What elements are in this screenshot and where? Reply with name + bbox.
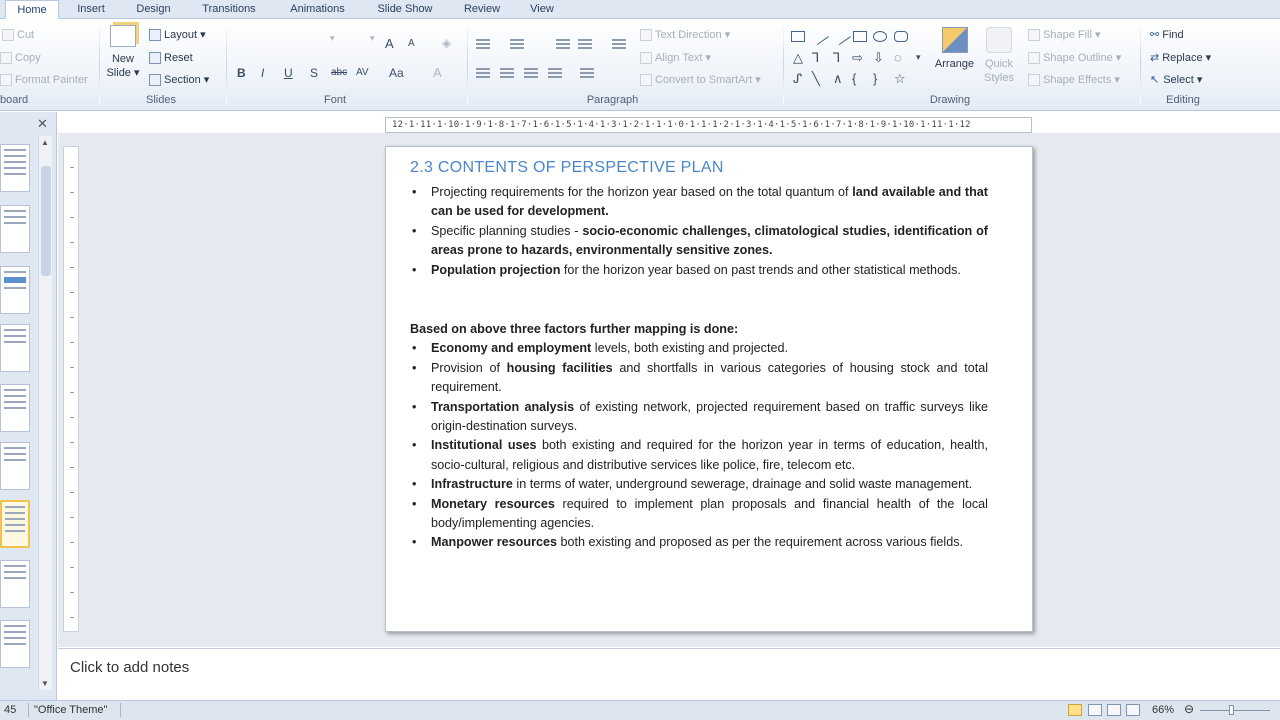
format-painter-button[interactable] xyxy=(0,73,88,87)
layout-label: Layout xyxy=(164,29,198,41)
zoom-level[interactable]: 66% xyxy=(1152,704,1175,716)
clipboard-group-label: board xyxy=(0,94,29,106)
tab-slide-show[interactable]: Slide Show xyxy=(377,3,433,15)
section-icon xyxy=(149,74,161,86)
bullet-item: • Institutional uses both existing and required for the horizon year in terms of education, health, socio-cultural, religious and distributive services like police, fire, telecom etc. xyxy=(410,436,988,475)
ribbon xyxy=(0,19,1280,111)
slide-thumbnail-selected[interactable] xyxy=(0,500,30,548)
section-label: Section xyxy=(164,74,201,86)
slide-thumbnail[interactable] xyxy=(0,384,30,432)
paintbrush-icon xyxy=(0,74,12,86)
scroll-up-icon[interactable]: ▲ xyxy=(41,138,49,147)
layout-button[interactable]: Layout ▾ xyxy=(149,28,206,42)
bullet-item: • Manpower resources both existing and proposed as per the requirement across various fields. xyxy=(410,533,988,552)
down-arrow-shape-icon[interactable]: ⇩ xyxy=(873,50,884,65)
oval-shape-icon[interactable] xyxy=(873,31,887,42)
shape-fill-button[interactable]: Shape Fill ▾ xyxy=(1028,28,1101,42)
brace-right-shape-icon[interactable]: } xyxy=(873,71,878,86)
slide-thumbnail[interactable] xyxy=(0,266,30,314)
tab-animations[interactable]: Animations xyxy=(290,3,345,15)
bullet-item: • Projecting requirements for the horizon year based on the total quantum of land available and that can be used for development. xyxy=(410,183,988,222)
tab-review[interactable]: Review xyxy=(463,3,501,15)
new-slide-label-2: Slide ▾ xyxy=(106,67,140,79)
line-spacing-icon[interactable] xyxy=(612,39,626,49)
font-size-dropdown[interactable]: ▾ xyxy=(370,33,375,43)
tab-view[interactable]: View xyxy=(530,3,554,15)
zoom-slider-knob[interactable] xyxy=(1229,705,1234,715)
align-text-label: Align Text xyxy=(655,52,703,64)
effects-icon xyxy=(1028,74,1040,86)
slide-sorter-view-icon[interactable] xyxy=(1088,704,1102,716)
slide-thumbnail[interactable] xyxy=(0,442,30,490)
normal-view-icon[interactable] xyxy=(1068,704,1082,716)
slide-thumbnail[interactable] xyxy=(0,205,30,253)
scroll-down-icon[interactable]: ▼ xyxy=(41,679,49,688)
clear-format-icon[interactable]: ◈ xyxy=(442,36,452,50)
elbow-connector-shape-icon[interactable]: ⅂ xyxy=(812,50,820,65)
freeform-shape-icon[interactable]: ᔑ xyxy=(793,71,803,86)
tab-insert[interactable]: Insert xyxy=(77,3,105,15)
decrease-indent-icon[interactable] xyxy=(556,39,570,49)
convert-smartart-button[interactable]: Convert to SmartArt ▾ xyxy=(640,73,761,87)
cut-button[interactable] xyxy=(2,28,34,42)
align-center-icon[interactable] xyxy=(500,68,514,78)
scribble-shape-icon[interactable]: ∧ xyxy=(833,71,843,86)
quick-styles-button[interactable] xyxy=(981,25,1017,85)
font-group-label: Font xyxy=(323,94,346,106)
bullet-item: • Economy and employment levels, both existing and projected. xyxy=(410,339,988,358)
zoom-slider[interactable] xyxy=(1200,710,1270,711)
notes-pane[interactable] xyxy=(58,648,1280,700)
status-divider xyxy=(120,703,121,717)
bullet-item: • Infrastructure in terms of water, underground sewerage, drainage and solid waste management. xyxy=(410,475,988,494)
char-spacing-button[interactable]: AV xyxy=(356,67,369,78)
cut-label: Cut xyxy=(17,29,35,41)
bold-button[interactable]: B xyxy=(237,66,246,80)
replace-icon: ⇄ xyxy=(1150,52,1160,65)
numbering-icon[interactable] xyxy=(510,39,524,49)
text-direction-icon xyxy=(640,29,652,41)
find-button[interactable] xyxy=(1150,28,1184,42)
smartart-icon xyxy=(640,74,652,86)
strikethrough-button[interactable]: abc xyxy=(331,67,348,78)
slides-group-label: Slides xyxy=(146,94,176,106)
triangle-shape-icon[interactable]: △ xyxy=(793,50,803,65)
copy-button[interactable] xyxy=(0,51,41,65)
slide-thumbnail[interactable] xyxy=(0,620,30,668)
slide-title[interactable]: 2.3 CONTENTS OF PERSPECTIVE PLAN xyxy=(410,159,724,176)
copy-label: Copy xyxy=(15,52,41,64)
bullet-item: • Population projection for the horizon year based on past trends and other statistical methods. xyxy=(410,261,988,280)
reset-icon xyxy=(149,52,161,64)
slide-thumbnail[interactable] xyxy=(0,560,30,608)
layout-icon xyxy=(149,29,161,41)
convert-smartart-label: Convert to SmartArt xyxy=(655,74,753,86)
pencil-icon xyxy=(1028,52,1040,64)
group-divider xyxy=(99,23,100,105)
slide-body-bottom[interactable] xyxy=(410,320,988,553)
quick-styles-label-2: Styles xyxy=(984,72,1014,84)
section-button[interactable]: Section ▾ xyxy=(149,73,209,87)
right-arrow-shape-icon[interactable]: ⇨ xyxy=(852,50,863,65)
font-family-dropdown[interactable]: ▾ xyxy=(330,33,335,43)
select-button[interactable]: ↖ Select ▾ xyxy=(1150,74,1203,87)
elbow-arrow-shape-icon[interactable]: ⅂ xyxy=(833,50,841,65)
group-divider xyxy=(783,23,784,105)
brace-left-shape-icon[interactable]: { xyxy=(852,71,857,86)
new-slide-icon xyxy=(110,25,136,47)
close-icon[interactable]: ✕ xyxy=(37,116,48,131)
section-heading: Based on above three factors further mapping is done: xyxy=(410,322,739,336)
shadow-button[interactable]: S xyxy=(310,66,319,80)
arrange-button[interactable] xyxy=(932,25,977,71)
ribbon-tab-bar xyxy=(0,0,1280,19)
increase-indent-icon[interactable] xyxy=(578,39,592,49)
arrow-shape-icon[interactable] xyxy=(833,28,851,45)
text-direction-label: Text Direction xyxy=(655,29,722,41)
replace-button[interactable]: ⇄ Replace ▾ xyxy=(1150,52,1212,65)
tab-home[interactable]: Home xyxy=(5,0,59,19)
reset-label: Reset xyxy=(164,52,193,64)
editing-group-label: Editing xyxy=(1166,94,1200,106)
slide-thumbnail[interactable] xyxy=(0,144,30,192)
align-left-icon[interactable] xyxy=(476,68,490,78)
scrollbar-thumb[interactable] xyxy=(41,166,51,276)
format-painter-label: Format Painter xyxy=(15,74,88,86)
curve-shape-icon[interactable]: ╲ xyxy=(812,71,820,86)
text-direction-button[interactable]: Text Direction ▾ xyxy=(640,28,730,42)
star-shape-icon[interactable]: ☆ xyxy=(894,71,906,86)
slide-number: 45 xyxy=(4,704,17,716)
tab-design[interactable]: Design xyxy=(136,3,171,15)
group-divider xyxy=(467,23,468,105)
find-label: Find xyxy=(1162,29,1184,41)
line-shape-icon[interactable] xyxy=(811,28,829,45)
slide-show-view-icon[interactable] xyxy=(1126,704,1140,716)
new-slide-button[interactable] xyxy=(106,25,140,80)
arrange-label: Arrange xyxy=(934,58,975,70)
shape-effects-label: Shape Effects xyxy=(1043,74,1112,86)
tab-transitions[interactable]: Transitions xyxy=(202,3,256,15)
shape-outline-label: Shape Outline xyxy=(1043,52,1113,64)
reading-view-icon[interactable] xyxy=(1107,704,1121,716)
cursor-icon: ↖ xyxy=(1150,74,1160,87)
slide-thumbnail[interactable] xyxy=(0,324,30,372)
slide-canvas[interactable] xyxy=(385,146,1033,632)
status-divider xyxy=(28,703,29,717)
justify-icon[interactable] xyxy=(548,68,562,78)
callout-shape-icon[interactable]: ◌ xyxy=(894,50,902,65)
scissors-icon xyxy=(2,29,14,41)
align-right-icon[interactable] xyxy=(524,68,538,78)
align-text-button[interactable]: Align Text ▾ xyxy=(640,51,711,65)
slides-thumbnail-panel xyxy=(0,112,57,700)
shrink-font-button[interactable]: A xyxy=(408,38,415,49)
group-divider xyxy=(1140,23,1141,105)
select-label: Select xyxy=(1163,74,1194,86)
quick-styles-label: Quick xyxy=(984,58,1014,70)
shapes-more-icon[interactable]: ▾ xyxy=(916,52,921,62)
underline-button[interactable]: U xyxy=(284,66,293,80)
shape-effects-button[interactable]: Shape Effects ▾ xyxy=(1028,73,1120,87)
rectangle-shape-icon[interactable] xyxy=(853,31,867,42)
drawing-group-label: Drawing xyxy=(929,94,971,106)
italic-button[interactable]: I xyxy=(261,66,265,80)
bullet-item: • Transportation analysis of existing network, projected requirement based on traffic surveys like origin-destination surveys. xyxy=(410,398,988,437)
bullets-icon[interactable] xyxy=(476,39,490,49)
columns-icon[interactable] xyxy=(580,68,594,78)
bullet-item: • Specific planning studies - socio-economic challenges, climatological studies, identification of areas prone to hazards, environmentally sensitive zones. xyxy=(410,222,988,261)
quick-styles-icon xyxy=(986,27,1012,53)
horizontal-ruler: 12·1·11·1·10·1·9·1·8·1·7·1·6·1·5·1·4·1·3·1·2·1·1·1·0·1·1·1·2·1·3·1·4·1·5·1·6·1·7·1·8·1·9·1·10·1·11·1·12 xyxy=(385,117,1032,133)
new-slide-label: New xyxy=(111,53,134,65)
thumbnail-scrollbar[interactable] xyxy=(38,136,52,690)
vertical-ruler xyxy=(63,146,79,632)
binoculars-icon: ⚯ xyxy=(1150,29,1160,42)
arrange-icon xyxy=(942,27,968,53)
copy-icon xyxy=(0,52,12,64)
font-color-button[interactable]: A xyxy=(433,65,442,80)
reset-button[interactable] xyxy=(149,51,193,65)
theme-name: "Office Theme" xyxy=(34,704,108,716)
zoom-out-icon[interactable]: ⊖ xyxy=(1184,702,1195,716)
grow-font-button[interactable]: A xyxy=(385,36,394,51)
align-text-icon xyxy=(640,52,652,64)
notes-placeholder[interactable]: Click to add notes xyxy=(70,659,190,676)
status-bar xyxy=(0,700,1280,720)
group-divider xyxy=(226,23,227,105)
change-case-button[interactable]: Aa xyxy=(389,66,404,80)
replace-label: Replace xyxy=(1162,52,1203,64)
slide-body-top[interactable] xyxy=(410,183,988,280)
text-box-shape-icon[interactable] xyxy=(791,31,805,42)
bullet-item: • Monetary resources required to implement plan proposals and financial health of the local body/implementing agencies. xyxy=(410,495,988,534)
bullet-item: • Provision of housing facilities and shortfalls in various categories of housing stock and total requirement. xyxy=(410,359,988,398)
paint-bucket-icon xyxy=(1028,29,1040,41)
paragraph-group-label: Paragraph xyxy=(586,94,639,106)
rounded-rect-shape-icon[interactable] xyxy=(894,31,908,42)
shape-fill-label: Shape Fill xyxy=(1043,29,1092,41)
shape-outline-button[interactable]: Shape Outline ▾ xyxy=(1028,51,1121,65)
